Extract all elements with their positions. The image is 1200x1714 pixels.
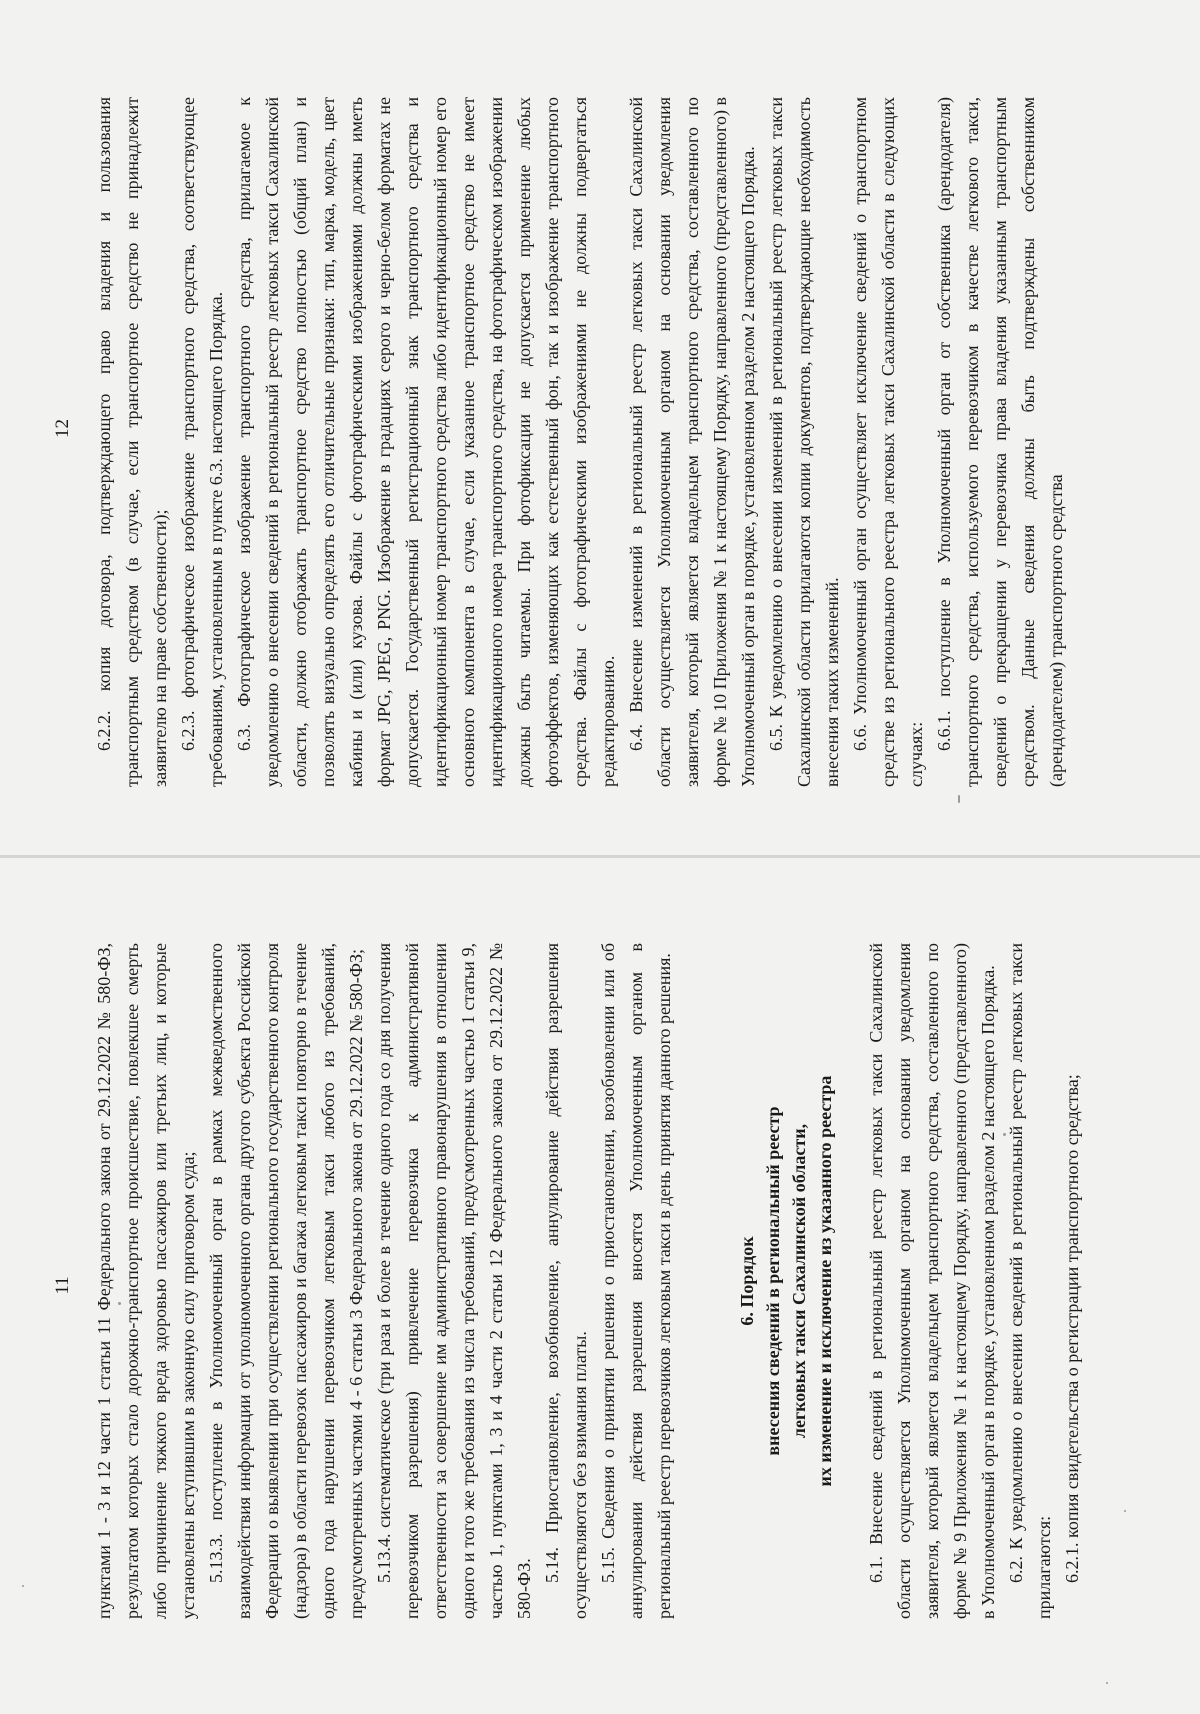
paragraph: 6.2.1. копия свидетельства о регистрации транспортного средства; — [1062, 1074, 1082, 1583]
page-11 — [0, 857, 1200, 1714]
paragraph: 6.4. Внесение изменений в региональный реестр легковых такси Сахалинской области осуществляется Уполномоченным органом на основании уведомления заявителя, который является владельцем транспортного средства, составленного по форме № 10 Приложения № 1 к настоящему Порядку, направленного (представленного) в Уполномоченный орган в порядке, установленном разделом 2 настоящего Порядка. — [626, 97, 758, 787]
paragraph: 6.2. К уведомлению о внесении сведений в региональный реестр легковых такси прилагаются: — [1006, 943, 1054, 1619]
paragraph: 6.1. Внесение сведений в региональный реестр легковых такси Сахалинской области осуществляется Уполномоченным органом на основании уведомления заявителя, который является владельцем транспортного средства, составленного по форме № 9 Приложения № 1 к настоящему Порядку, направленного (представленного) в Уполномоченный орган в порядке, установленном разделом 2 настоящего Порядка. — [866, 943, 998, 1619]
scan-speck — [1106, 1682, 1108, 1684]
section-heading-line: легковых такси Сахалинской области, — [789, 1123, 809, 1439]
paragraph: 6.5. К уведомлению о внесении изменений в региональный реестр легковых такси Сахалинской области прилагаются копии документов, подтверждающие необходимость внесения таких изменений. — [766, 97, 842, 787]
paragraph: 6.2.3. фотографическое изображение транспортного средства, соответствующее требованиям, установленным в пункте 6.3. настоящего Порядка. — [178, 97, 226, 787]
section-heading-line: внесения сведений в региональный реестр — [763, 1106, 783, 1456]
paragraph: 5.13.3. поступление в Уполномоченный орган в рамках межведомственного взаимодействия информации от уполномоченного органа другого субъекта Российской Федерации о выявлении при осуществлении регионального государственного контроля (надзора) в области перевозок пассажиров и багажа легковым такси повторно в течение одного года нарушении перевозчиком легковым такси любого из требований, предусмотренных частями 4 - 6 статьи 3 Федерального закона от 29.12.2022 № 580-ФЗ; — [206, 943, 366, 1619]
section-heading-line: 6. Порядок — [737, 1236, 757, 1326]
paragraph: 6.6.1. поступление в Уполномоченный орган от собственника (арендодателя) транспортного средства, используемого перевозчиком в качестве легкового такси, сведений о прекращении у перевозчика права владения указанным транспортным средством. Данные сведения должны быть подтверждены собственником (арендодателем) транспортного средства — [934, 97, 1066, 787]
paragraph: 5.14. Приостановление, возобновление, аннулирование действия разрешения осуществляются без взимания платы. — [542, 943, 590, 1619]
page-body — [90, 943, 1086, 1619]
paragraph: 6.3. Фотографическое изображение транспортного средства, прилагаемое к уведомлению о внесении сведений в региональный реестр легковых такси Сахалинской области, должно отображать транспортное средство полностью (общий план) и позволять визуально определять его отличительные признаки: тип, марка, модель, цвет кабины и (или) кузова. Файлы с фотографическими изображениями должны иметь формат JPG, JPEG, PNG. Изображение в градациях серого и черно-белом форматах не допускается. Государственный регистрационный знак транспортного средства и идентификационный номер транспортного средства либо идентификационный номер его основного компонента в случае, если указанное транспортное средство не имеет идентификационного номера транспортного средства, на фотографическом изображении должны быть читаемы. При фотофиксации не допускается применение любых фотоэффектов, изменяющих как естественный фон, так и изображение транспортного средства. Файлы с фотографическими изображениями не должны подвергаться редактированию. — [234, 97, 618, 787]
section-heading — [734, 943, 838, 1619]
page-body — [90, 97, 1070, 787]
scan-speck — [22, 1585, 24, 1587]
scan-speck — [118, 1302, 121, 1305]
paragraph: 6.6. Уполномоченный орган осуществляет исключение сведений о транспортном средстве из регионального реестра легковых такси Сахалинской области в следующих случаях: — [850, 97, 926, 787]
paragraph: 5.13.4. систематическое (три раза и более в течение одного года со дня получения перевозчиком разрешения) привлечение перевозчика к административной ответственности за совершение им административного правонарушения в отношении одного и того же требования из числа требований, предусмотренных частью 1 статьи 9, частью 1, пунктами 1, 3 и 4 части 2 статьи 12 Федерального закона от 29.12.2022 № 580-ФЗ. — [374, 943, 534, 1619]
paragraph: 5.15. Сведения о принятии решения о приостановлении, возобновлении или об аннулировании действия разрешения вносятся Уполномоченным органом в региональный реестр перевозчиков легковым такси в день принятия данного решения. — [598, 943, 674, 1619]
scan-speck — [1003, 1133, 1006, 1136]
paragraph: пунктами 1 - 3 и 12 части 1 статьи 11 Федерального закона от 29.12.2022 № 580-ФЗ, результатом которых стало дорожно-транспортное происшествие, повлекшее смерть либо причинение тяжкого вреда здоровью пассажиров или третьих лиц, и которые установлены вступившим в законную силу приговором суда; — [94, 943, 198, 1619]
scan-speck — [1124, 1510, 1126, 1512]
paragraph: 6.2.2. копия договора, подтверждающего право владения и пользования транспортным средством (в случае, если транспортное средство не принадлежит заявителю на праве собственности); — [94, 97, 170, 787]
section-heading-line: их изменение и исключение из указанного реестра — [815, 1075, 835, 1487]
scan-speck — [958, 795, 960, 803]
page-number: 11 — [52, 1276, 73, 1295]
page-number: 12 — [52, 419, 73, 438]
